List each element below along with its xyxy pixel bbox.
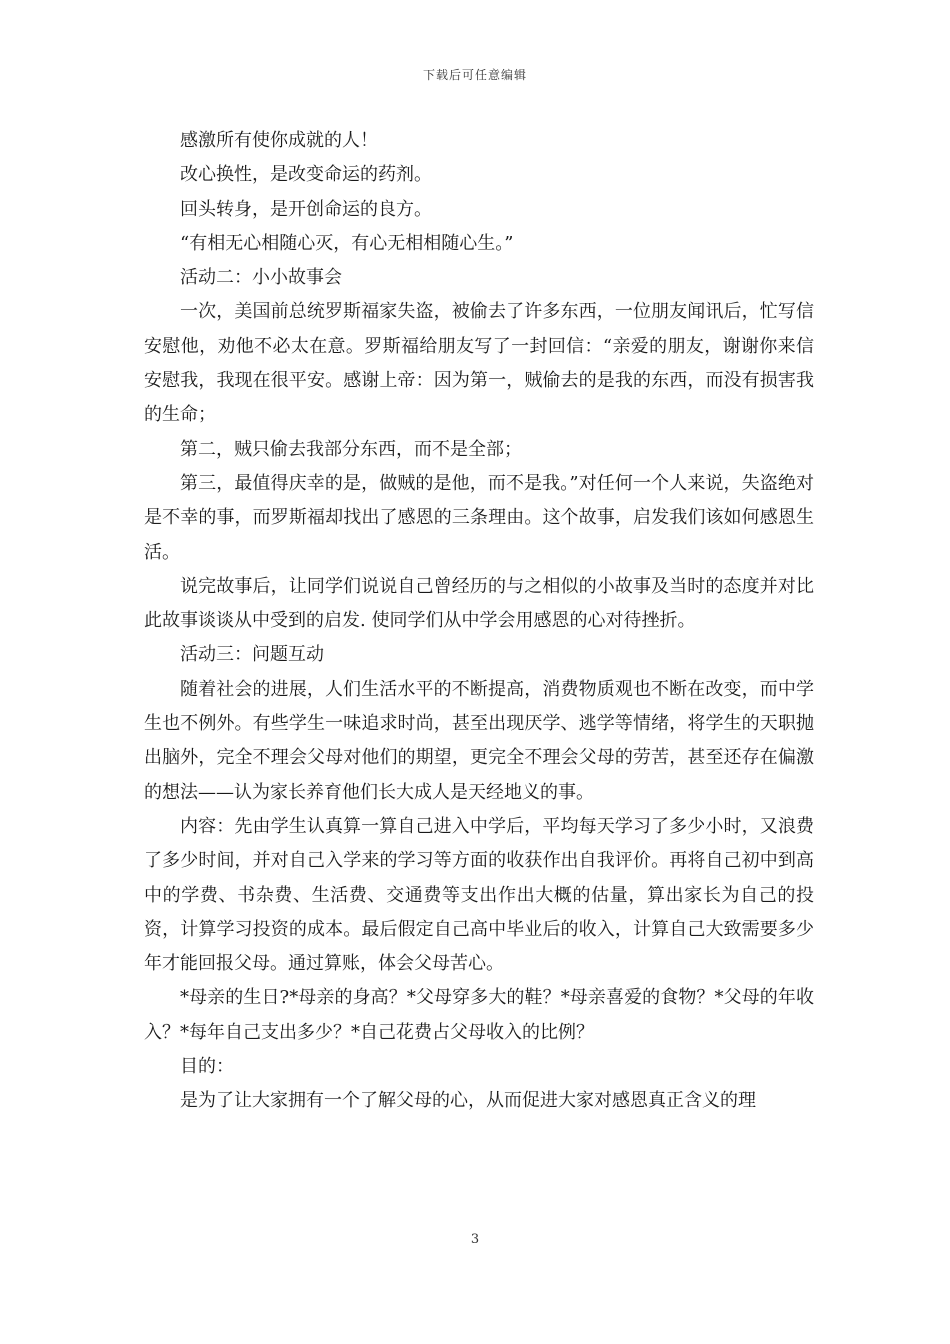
section-heading: 活动三：问题互动 (180, 644, 324, 666)
paragraph: 感激所有使你成就的人！ (180, 130, 378, 151)
section-heading: 活动二：小小故事会 (180, 267, 342, 289)
paragraph: 是为了让大家拥有一个了解父母的心，从而促进大家对感恩真正含义的理 (180, 1090, 756, 1112)
page-number: 3 (470, 1232, 480, 1247)
paragraph: 回头转身，是开创命运的良方。 (180, 198, 432, 220)
paragraph: “有相无心相随心灭，有心无相相随心生。” (180, 232, 514, 254)
paragraph: 第三，最值得庆幸的是，做贼的是他，而不是我。”对任何一个人来说，失盗绝对是不幸的事，而罗斯福却找出了感恩的三条理由。这个故事，启发我们该如何感恩生活。 (144, 472, 814, 563)
paragraph: 第二，贼只偷去我部分东西，而不是全部； (180, 438, 522, 460)
document-body (144, 124, 814, 1119)
paragraph: 内容：先由学生认真算一算自己进入中学后，平均每天学习了多少小时，又浪费了多少时间，并对自己入学来的学习等方面的收获作出自我评价。再将自己初中到高中的学费、书杂费、生活费、交通费等支出作出大概的估量，算出家长为自己的投资，计算学习投资的成本。最后假定自己高中毕业后的收入，计算自己大致需要多少年才能回报父母。通过算账，体会父母苦心。 (144, 815, 814, 975)
paragraph: 一次，美国前总统罗斯福家失盗，被偷去了许多东西，一位朋友闻讯后，忙写信安慰他，劝他不必太在意。罗斯福给朋友写了一封回信：“亲爱的朋友，谢谢你来信安慰我，我现在很平安。感谢上帝：因为第一，贼偷去的是我的东西，而没有损害我的生命； (144, 301, 814, 426)
paragraph: *母亲的生日?*母亲的身高？*父母穿多大的鞋？*母亲喜爱的食物？*父母的年收入？*每年自己支出多少？*自己花费占父母收入的比例？ (144, 987, 814, 1043)
paragraph: 改心换性，是改变命运的药剂。 (180, 164, 432, 186)
paragraph: 说完故事后，让同学们说说自己曾经历的与之相似的小故事及当时的态度并对比此故事谈谈从中受到的启发. 使同学们从中学会用感恩的心对待挫折。 (144, 575, 814, 632)
paragraph: 随着社会的进展，人们生活水平的不断提高，消费物质观也不断在改变，而中学生也不例外。有些学生一味追求时尚，甚至出现厌学、逃学等情绪，将学生的天职抛出脑外，完全不理会父母对他们的期望，更完全不理会父母的劳苦，甚至还存在偏激的想法——认为家长养育他们长大成人是天经地义的事。 (144, 678, 814, 803)
page-header: 下载后可任意编辑 (422, 68, 527, 82)
paragraph: 目的： (180, 1056, 234, 1078)
